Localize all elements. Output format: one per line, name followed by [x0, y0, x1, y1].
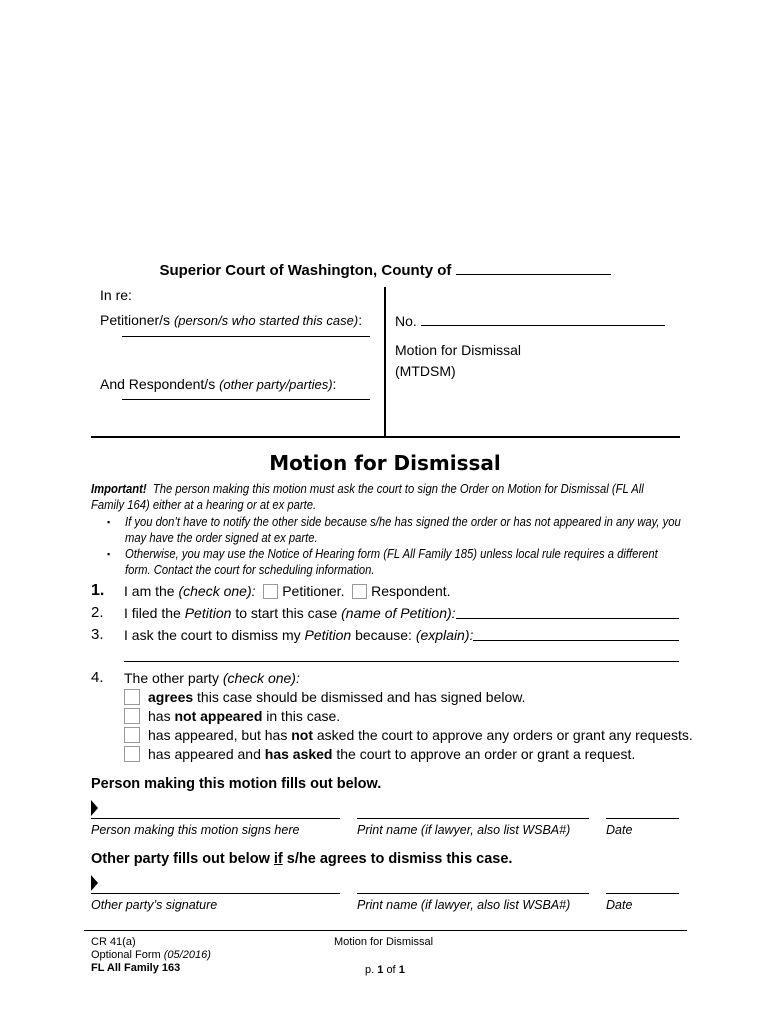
- petitioner-label: Petitioner/s (person/s who started this case):: [100, 312, 363, 328]
- mover-date-caption: Date: [606, 823, 633, 837]
- agrees-option: agrees this case should be dismissed and has signed below.: [148, 689, 526, 705]
- in-re-label: In re:: [100, 287, 132, 303]
- bullet-2-glyph: ▪: [107, 549, 111, 559]
- footer-rule-cite: CR 41(a): [91, 936, 136, 948]
- respondent-checkbox[interactable]: [352, 584, 367, 599]
- mover-signature-heading: Person making this motion fills out below.: [91, 776, 382, 792]
- has-asked-checkbox[interactable]: [124, 746, 140, 762]
- doc-name: Motion for Dismissal: [395, 342, 522, 358]
- respondent-name-line[interactable]: [122, 399, 370, 400]
- not-asked-checkbox[interactable]: [124, 727, 140, 743]
- item-3-number: 3.: [91, 626, 104, 643]
- footer-form-id: FL All Family 163: [91, 962, 181, 974]
- mover-signature-line[interactable]: [91, 818, 340, 819]
- agrees-checkbox[interactable]: [124, 689, 140, 705]
- other-party-print-caption: Print name (if lawyer, also list WSBA#): [357, 898, 571, 912]
- mover-signature-caption: Person making this motion signs here: [91, 823, 300, 837]
- sign-here-arrow-icon: [91, 800, 98, 816]
- petitioner-checkbox[interactable]: [263, 584, 278, 599]
- other-party-date-caption: Date: [606, 898, 633, 912]
- important-note: Important! The person making this motion must ask the court to sign the Order on Motion for Dismissal (FL All Family 164) either at a hearing or at ex parte.: [91, 482, 644, 512]
- case-number-label: No.: [395, 313, 665, 329]
- footer-page-number: p. 1 of 1: [365, 964, 405, 976]
- court-title: Superior Court of Washington, County of: [0, 262, 770, 279]
- item-1-text: I am the (check one): Petitioner. Respondent.: [124, 583, 451, 599]
- petition-name-line[interactable]: [456, 618, 679, 619]
- item-3-text: I ask the court to dismiss my Petition because: (explain):: [124, 627, 474, 643]
- other-party-print-name-line[interactable]: [357, 893, 589, 894]
- item-2-number: 2.: [91, 604, 104, 621]
- item-4-number: 4.: [91, 669, 104, 686]
- petitioner-name-line[interactable]: [122, 336, 370, 337]
- footer-optional: Optional Form (05/2016): [91, 949, 211, 961]
- other-party-signature-caption: Other party’s signature: [91, 898, 218, 912]
- bullet-1-glyph: ▪: [107, 517, 111, 527]
- has-asked-option: has appeared and has asked the court to approve an order or grant a request.: [148, 746, 636, 762]
- mover-print-caption: Print name (if lawyer, also list WSBA#): [357, 823, 571, 837]
- not-asked-option: has appeared, but has not asked the court to approve any orders or grant any requests.: [148, 727, 693, 743]
- footer-center-title: Motion for Dismissal: [334, 936, 434, 948]
- item-4-text: The other party (check one):: [124, 670, 300, 686]
- mover-date-line[interactable]: [606, 818, 679, 819]
- footer-rule: [84, 930, 687, 931]
- sign-here-arrow-icon: [91, 875, 98, 891]
- county-blank[interactable]: [456, 262, 611, 275]
- other-party-signature-line[interactable]: [91, 893, 340, 894]
- not-appeared-option: has not appeared in this case.: [148, 708, 341, 724]
- bullet-2-text: Otherwise, you may use the Notice of Hearing form (FL All Family 185) unless local rule requires a different form. Contact the court for scheduling information.: [125, 547, 658, 577]
- page-title: Motion for Dismissal: [269, 451, 501, 475]
- doc-code: (MTDSM): [395, 363, 456, 379]
- other-party-signature-heading: Other party fills out below if s/he agrees to dismiss this case.: [91, 851, 513, 867]
- caption-bottom-rule: [91, 436, 680, 438]
- other-party-date-line[interactable]: [606, 893, 679, 894]
- bullet-1-text: If you don’t have to notify the other side because s/he has signed the order or has not appeared in any way, you may have the order signed at ex parte.: [125, 515, 681, 545]
- case-number-blank[interactable]: [421, 313, 665, 326]
- petitioner-option-label: Petitioner.: [282, 583, 345, 599]
- caption-divider: [384, 287, 386, 437]
- explain-line-2[interactable]: [124, 661, 679, 662]
- explain-line-1[interactable]: [473, 640, 679, 641]
- respondent-option-label: Respondent.: [371, 583, 451, 599]
- respondent-label: And Respondent/s (other party/parties):: [100, 376, 337, 392]
- not-appeared-checkbox[interactable]: [124, 708, 140, 724]
- item-2-text: I filed the Petition to start this case (name of Petition):: [124, 605, 456, 621]
- item-1-number: 1.: [91, 582, 105, 599]
- mover-print-name-line[interactable]: [357, 818, 589, 819]
- footer-left: [91, 936, 211, 975]
